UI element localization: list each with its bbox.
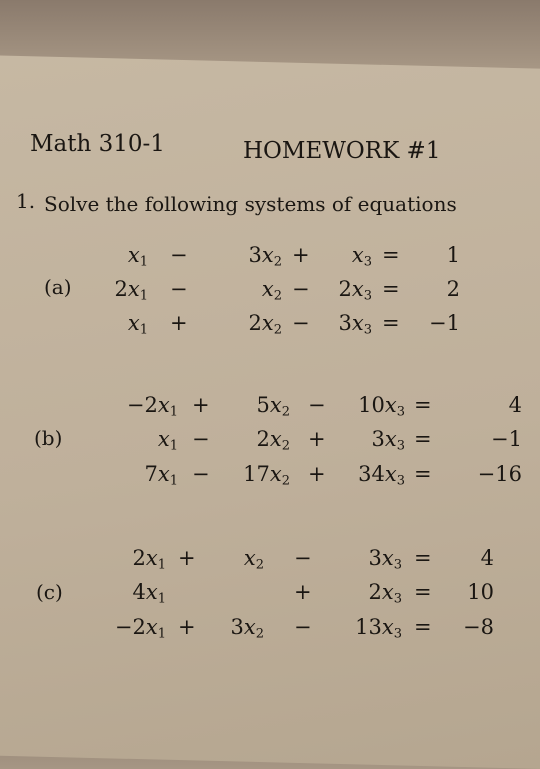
equation-operator: + xyxy=(294,580,312,604)
problem-number: 1. xyxy=(16,189,36,213)
equation-term: $2x_3$ xyxy=(338,277,372,304)
equation-term: $x_2$ xyxy=(243,546,264,573)
equation-rhs: −8 xyxy=(463,615,494,639)
equation-term: $x_1$ xyxy=(157,427,178,454)
equation-operator: − xyxy=(170,243,188,267)
equation-term: $7x_1$ xyxy=(144,462,178,489)
equation-rhs: 4 xyxy=(508,393,522,417)
system-label: (a) xyxy=(44,275,72,299)
equals-sign: = xyxy=(414,393,432,417)
equation-rhs: −1 xyxy=(429,311,460,335)
equation-term: $2x_1$ xyxy=(114,277,148,304)
equation-rhs: 1 xyxy=(446,243,460,267)
equation-rhs: 4 xyxy=(480,546,494,570)
equation-term: $2x_2$ xyxy=(248,311,282,338)
equation-term: $2x_1$ xyxy=(132,546,166,573)
equals-sign: = xyxy=(382,277,400,301)
equation-term: $5x_2$ xyxy=(256,393,290,420)
equation-operator: − xyxy=(292,277,310,301)
equation-term: $2x_3$ xyxy=(368,580,402,607)
equals-sign: = xyxy=(414,546,432,570)
equals-sign: = xyxy=(414,615,432,639)
equation-operator: − xyxy=(192,462,210,486)
equation-term: $x_3$ xyxy=(351,243,372,270)
equation-operator: − xyxy=(294,615,312,639)
course-label: Math 310-1 xyxy=(30,131,165,157)
homework-title: HOMEWORK #1 xyxy=(243,138,441,164)
equation-term: $3x_2$ xyxy=(248,243,282,270)
problem-statement: Solve the following systems of equations xyxy=(44,192,457,216)
equals-sign: = xyxy=(382,243,400,267)
equation-term: $x_2$ xyxy=(261,277,282,304)
equation-operator: − xyxy=(294,546,312,570)
equation-rhs: 10 xyxy=(467,580,494,604)
system-label: (c) xyxy=(36,580,63,604)
equation-operator: + xyxy=(178,615,196,639)
equation-rhs: −1 xyxy=(491,427,522,451)
equation-operator: + xyxy=(308,462,326,486)
equation-term: $17x_2$ xyxy=(243,462,290,489)
equation-operator: + xyxy=(178,546,196,570)
equation-term: $2x_2$ xyxy=(256,427,290,454)
equals-sign: = xyxy=(382,311,400,335)
equation-term: $3x_2$ xyxy=(230,615,264,642)
equation-operator: + xyxy=(192,393,210,417)
equation-term: $13x_3$ xyxy=(355,615,402,642)
equation-operator: + xyxy=(308,427,326,451)
equation-rhs: 2 xyxy=(446,277,460,301)
equation-term: $x_1$ xyxy=(127,311,148,338)
equation-rhs: −16 xyxy=(477,462,522,486)
equation-operator: − xyxy=(192,427,210,451)
equation-term: $3x_3$ xyxy=(368,546,402,573)
equation-term: $10x_3$ xyxy=(358,393,405,420)
equation-term: $34x_3$ xyxy=(358,462,405,489)
equals-sign: = xyxy=(414,462,432,486)
equation-operator: − xyxy=(170,277,188,301)
equation-term: $x_1$ xyxy=(127,243,148,270)
equation-term: $-2x_1$ xyxy=(126,393,178,420)
equation-operator: − xyxy=(292,311,310,335)
equation-term: $4x_1$ xyxy=(132,580,166,607)
equation-operator: − xyxy=(308,393,326,417)
equation-term: $3x_3$ xyxy=(371,427,405,454)
equation-operator: + xyxy=(292,243,310,267)
equation-term: $-2x_1$ xyxy=(114,615,166,642)
equals-sign: = xyxy=(414,427,432,451)
equation-term: $3x_3$ xyxy=(338,311,372,338)
equation-operator: + xyxy=(170,311,188,335)
equals-sign: = xyxy=(414,580,432,604)
system-label: (b) xyxy=(34,426,63,450)
